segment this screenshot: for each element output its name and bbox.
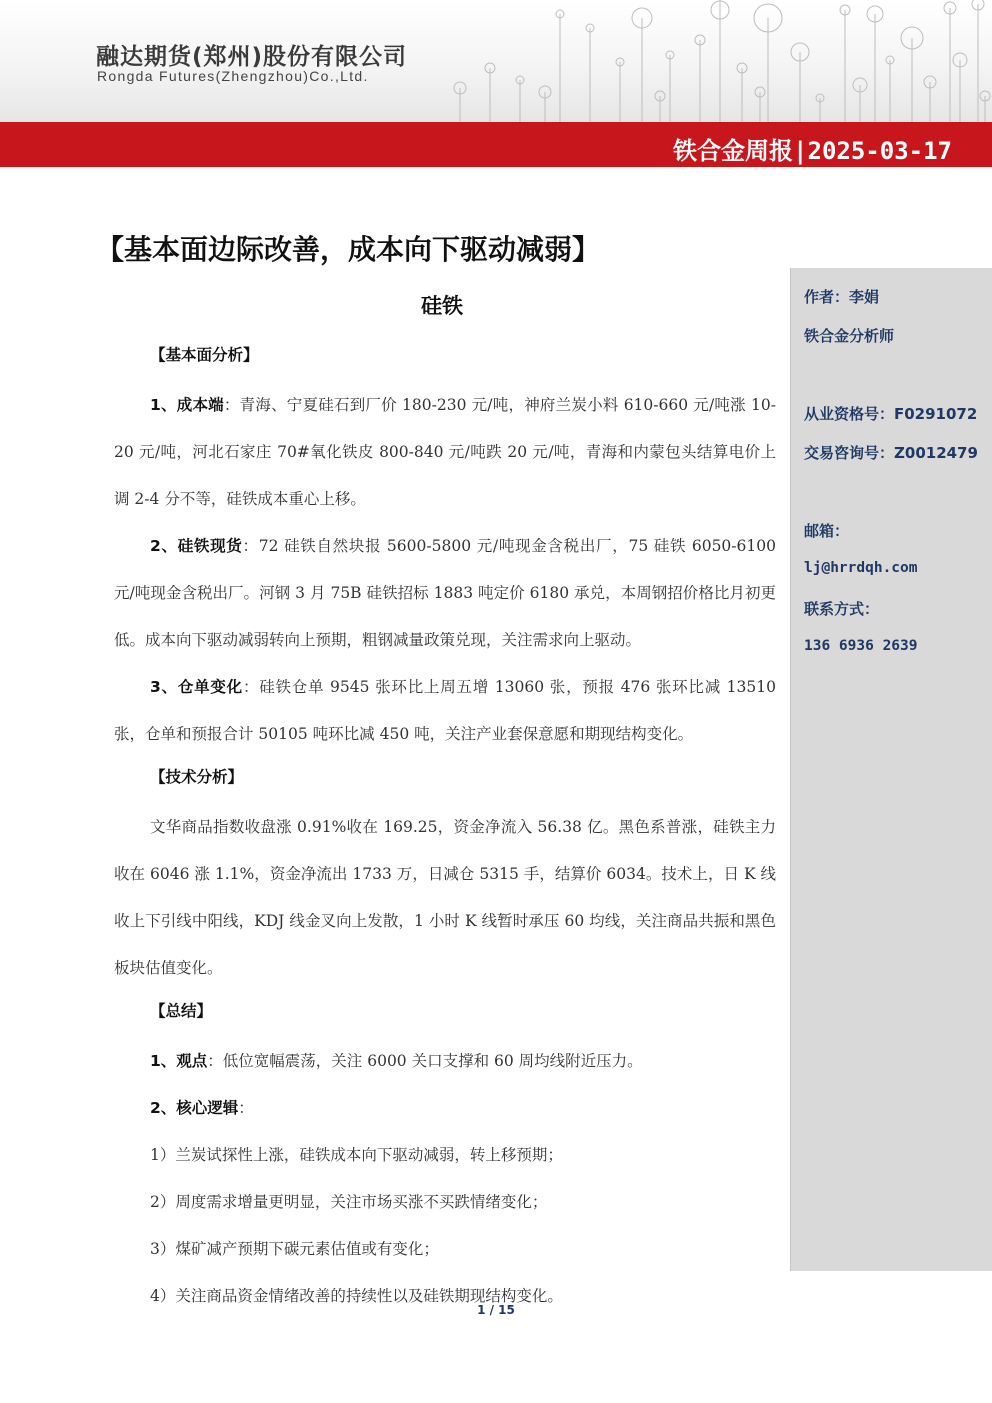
email-label: 邮箱： xyxy=(804,522,850,540)
author-role: 铁合金分析师 xyxy=(804,327,895,345)
paragraph-lead: 2、核心逻辑 xyxy=(150,1099,239,1117)
paragraph-text: ：低位宽幅震荡，关注 6000 关口支撑和 60 周均线附近压力。 xyxy=(207,1052,643,1070)
paragraph-logic xyxy=(114,1085,776,1132)
paragraph-lead: 2、硅铁现货 xyxy=(150,537,243,555)
section-heading-fundamental: 【基本面分析】 xyxy=(150,346,259,364)
report-body xyxy=(114,340,776,1320)
paragraph-text: ：青海、宁夏硅石到厂价 180-230 元/吨，神府兰炭小料 610-660 元/吨涨 10-20 元/吨，河北石家庄 70#氧化铁皮 800-840 元/吨跌 20 元/吨，青海和内蒙包头结算电价上调 2-4 分不等，硅铁成本重心上移。 xyxy=(114,396,776,508)
report-title: 铁合金周报|2025-03-17 xyxy=(673,137,952,165)
logic-item: 1）兰炭试探性上涨，硅铁成本向下驱动减弱，转上移预期； xyxy=(150,1146,563,1164)
contact-label: 联系方式： xyxy=(804,600,880,618)
section-heading-summary: 【总结】 xyxy=(150,1002,213,1020)
logic-item: 4）关注商品资金情绪改善的持续性以及硅铁期现结构变化。 xyxy=(150,1287,563,1305)
header-banner xyxy=(0,0,992,122)
paragraph-text: ：72 硅铁自然块报 5600-5800 元/吨现金含税出厂，75 硅铁 6050-6100 元/吨现金含税出厂。河钢 3 月 75B 硅铁招标 1883 吨定价 6180 承兑，本周钢招价格比月初更低。成本向下驱动减弱转向上预期，粗钢减量政策兑现，关注需求向上驱动。 xyxy=(114,537,776,649)
logic-item: 3）煤矿减产预期下碳元素估值或有变化； xyxy=(150,1240,439,1258)
company-name-cn: 融达期货(郑州)股份有限公司 xyxy=(96,44,408,70)
page-title: 【基本面边际改善，成本向下驱动减弱】 xyxy=(96,233,601,266)
paragraph-view xyxy=(114,1038,776,1085)
author-sidebar xyxy=(790,268,992,1271)
paragraph-technical: 文华商品指数收盘涨 0.91%收在 169.25，资金净流入 56.38 亿。黑色系普涨，硅铁主力收在 6046 涨 1.1%，资金净流出 1733 万，日减仓 5315 手，结算价 6034。技术上，日 K 线收上下引线中阳线，KDJ 线金叉向上发散，1 小时 K 线暂时承压 60 均线，关注商品共振和黑色板块估值变化。 xyxy=(114,818,776,977)
paragraph-lead: 1、成本端 xyxy=(150,396,224,414)
paragraph-spot xyxy=(114,523,776,664)
author-name: 作者：李娟 xyxy=(804,288,880,306)
paragraph-text: ： xyxy=(238,1099,254,1117)
page-subtitle: 硅铁 xyxy=(421,294,463,318)
paragraph-lead: 1、观点 xyxy=(150,1052,208,1070)
company-name-en: Rongda Futures(Zhengzhou)Co.,Ltd. xyxy=(97,68,369,84)
report-title-band xyxy=(0,122,992,167)
phone-number: 136 6936 2639 xyxy=(804,638,918,654)
email-link[interactable]: lj@hrrdqh.com xyxy=(804,560,918,576)
paragraph-lead: 3、仓单变化 xyxy=(150,678,243,696)
consult-number: 交易咨询号：Z0012479 xyxy=(804,444,978,462)
logic-item: 2）周度需求增量更明显，关注市场买涨不买跌情绪变化； xyxy=(150,1193,548,1211)
qualification-number: 从业资格号：F0291072 xyxy=(804,405,978,423)
paragraph-warrant xyxy=(114,664,776,758)
paragraph-cost xyxy=(114,382,776,523)
page-number: 1 / 15 xyxy=(477,1303,515,1317)
paragraph-text: ：硅铁仓单 9545 张环比上周五增 13060 张，预报 476 张环比减 13510 张，仓单和预报合计 50105 吨环比减 450 吨，关注产业套保意愿和期现结构变化。 xyxy=(114,678,776,743)
section-heading-technical: 【技术分析】 xyxy=(150,768,244,786)
